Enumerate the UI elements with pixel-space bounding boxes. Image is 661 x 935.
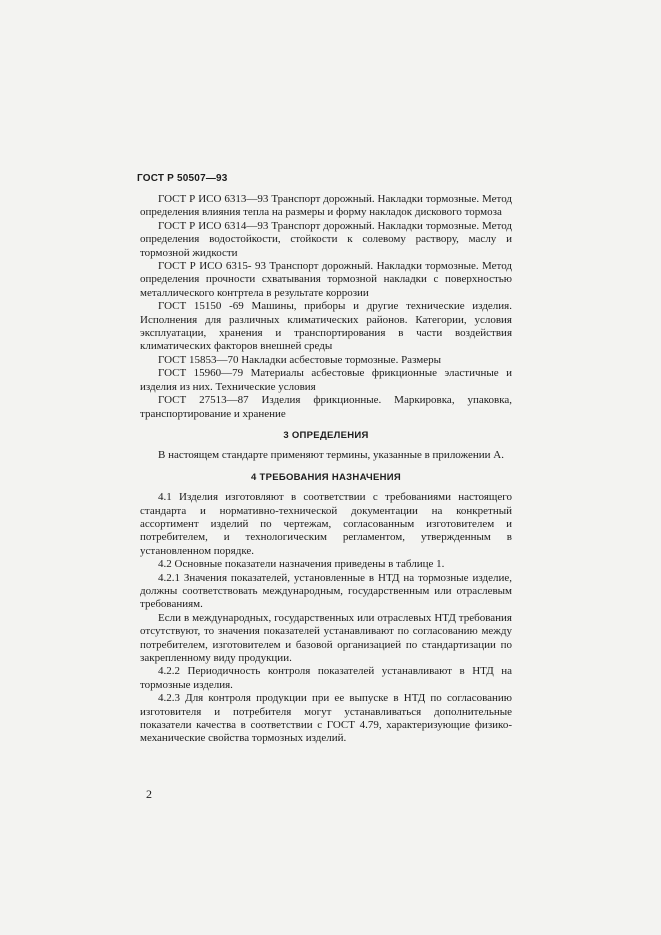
section-4-paragraph: 4.2.3 Для контроля продукции при ее выпуске в НТД по согласованию изготовителя и потребителя могут устанавливаться дополнительные показатели качества в соответствии с ГОСТ 4.79, характеризующие физико-механические свойства тормозных изделий. <box>140 692 512 745</box>
section-4-heading: 4 ТРЕБОВАНИЯ НАЗНАЧЕНИЯ <box>250 471 402 483</box>
reference-item: ГОСТ 15960—79 Материалы асбестовые фрикционные эластичные и изделия из них. Технические условия <box>140 367 512 393</box>
document-body <box>140 193 512 746</box>
reference-item: ГОСТ 15150 -69 Машины, приборы и другие технические изделия. Исполнения для различных климатических районов. Категории, условия эксплуатации, хранения и транспортирования в части воздействия климатических факторов внешней среды <box>140 300 512 353</box>
section-4-paragraph: 4.2.2 Периодичность контроля показателей устанавливают в НТД на тормозные изделия. <box>140 665 512 691</box>
section-4-paragraph: Если в международных, государственных или отраслевых НТД требования отсутствуют, то значения показателей устанавливают по согласованию между потребителем, изготовителем и базовой организацией по стандартизации по закрепленному виду продукции. <box>140 611 512 664</box>
section-4-paragraph: 4.2.1 Значения показателей, установленные в НТД на тормозные изделие, должны соответствовать международным, государственным или отраслевым требованиям. <box>140 571 512 611</box>
reference-item: ГОСТ Р ИСО 6313—93 Транспорт дорожный. Накладки тормозные. Метод определения влияния тепла на размеры и форму накладок дискового тормоза <box>140 193 512 219</box>
page-number: 2 <box>146 787 152 801</box>
section-3-heading: 3 ОПРЕДЕЛЕНИЯ <box>283 429 369 441</box>
reference-item: ГОСТ 27513—87 Изделия фрикционные. Маркировка, упаковка, транспортирование и хранение <box>140 394 512 420</box>
reference-item: ГОСТ 15853—70 Накладки асбестовые тормозные. Размеры <box>158 353 441 366</box>
reference-item: ГОСТ Р ИСО 6315- 93 Транспорт дорожный. Накладки тормозные. Метод определения прочности схватывания тормозной накладки с поверхностью металлического контртела в результате коррозии <box>140 260 512 299</box>
section-3-paragraph: В настоящем стандарте применяют термины, указанные в приложении А. <box>158 449 504 462</box>
section-4-paragraph: 4.2 Основные показатели назначения приведены в таблице 1. <box>158 558 445 571</box>
reference-item: ГОСТ Р ИСО 6314—93 Транспорт дорожный. Накладки тормозные. Метод определения водостойкости, стойкости к солевому раствору, маслу и тормозной жидкости <box>140 219 512 259</box>
document-header: ГОСТ Р 50507—93 <box>137 173 228 184</box>
section-4-paragraph: 4.1 Изделия изготовляют в соответствии с требованиями настоящего стандарта и нормативно-технической документации на конкретный ассортимент изделий по чертежам, согласованным изготовителем и потребителем, и технологическим регламентом, утвержденным в установленном порядке. <box>140 491 512 557</box>
